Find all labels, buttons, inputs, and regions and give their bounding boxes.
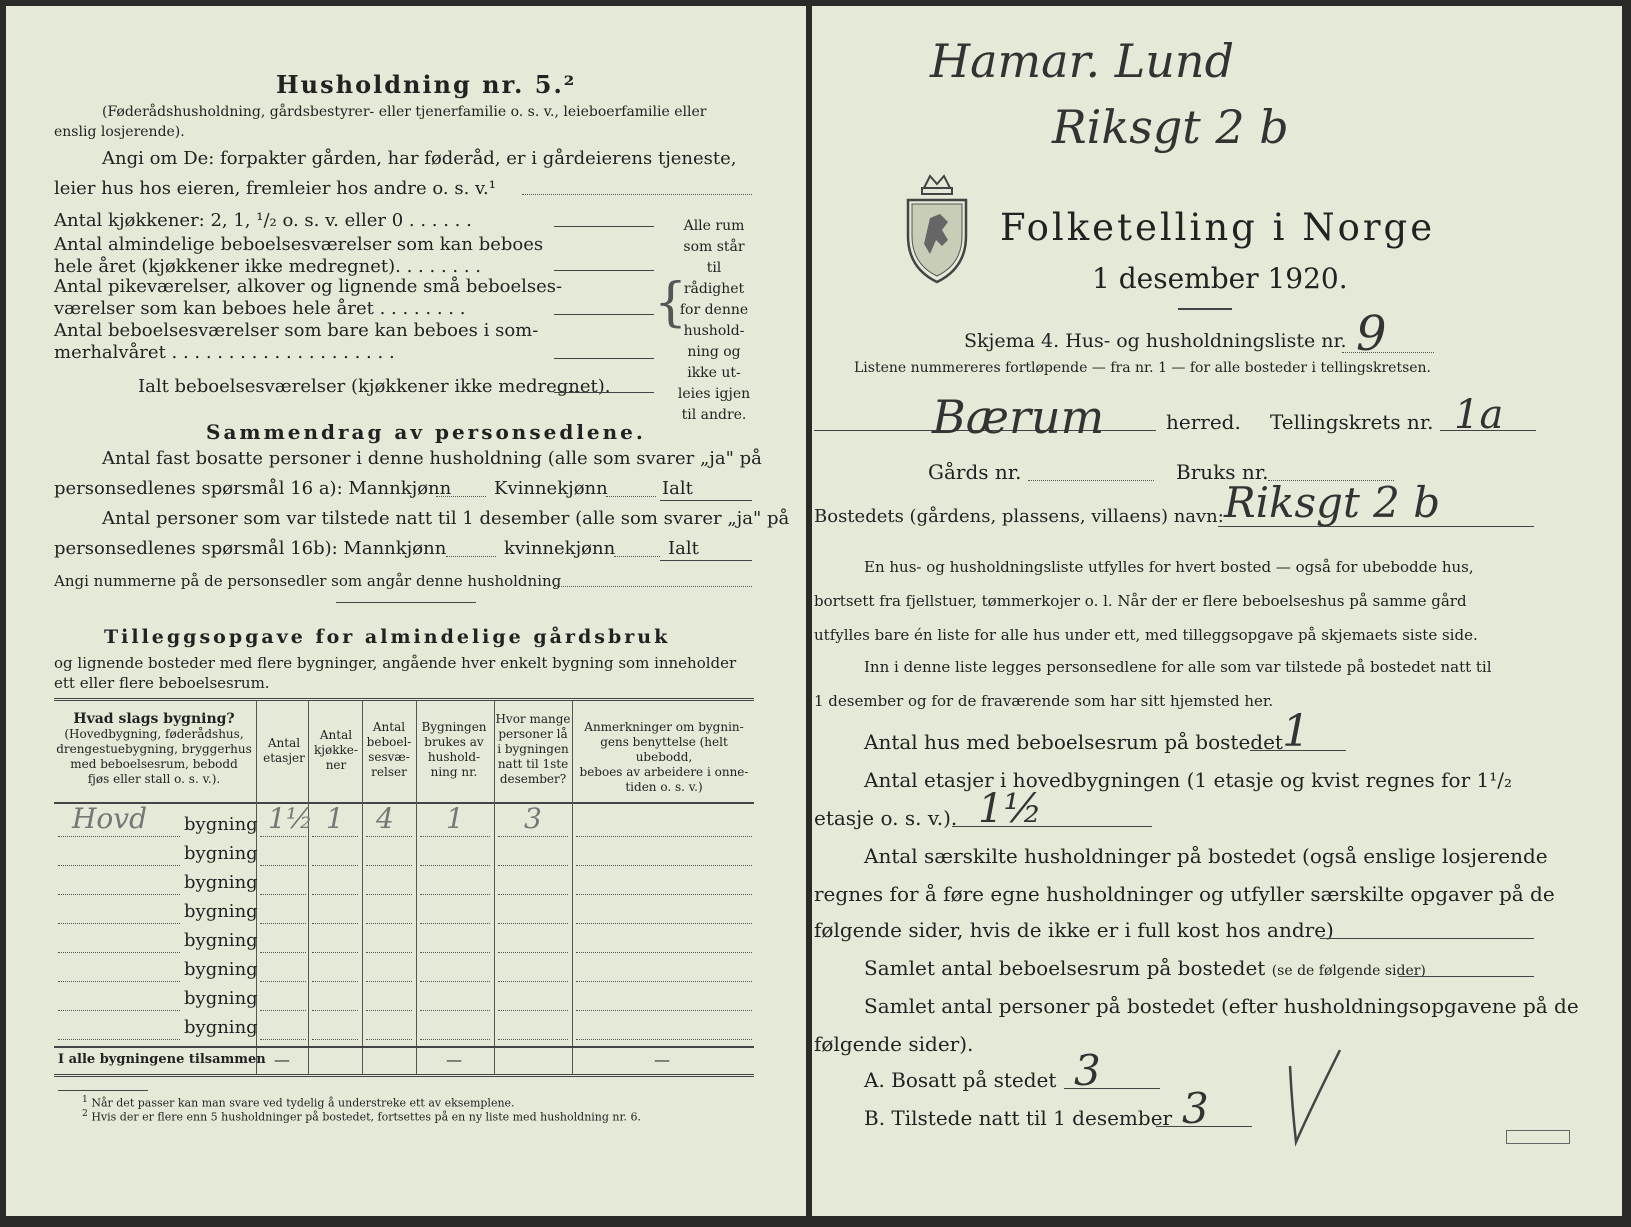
right-page [812, 6, 1622, 1216]
bygning-type-fill [58, 923, 180, 924]
header-line: som står til [683, 239, 745, 276]
s1-line-2: personsedlenes spørsmål 16 a): Mannkjønn [54, 478, 452, 499]
s2-ialt-fill [660, 560, 752, 561]
table-cell-fill [366, 1010, 412, 1011]
row1-personer-hand: 3 [524, 802, 542, 835]
footnote-2: $^2$ Hvis der er flere enn 5 husholdninger på bostedet, fortsettes på en ny liste med husholdning nr. 6. [82, 1108, 642, 1124]
table-cell-fill [260, 894, 306, 895]
s2-line-2: personsedlenes spørsmål 16b): Mannkjønn [54, 538, 447, 559]
table-cell-fill [576, 894, 752, 895]
s2-mann-fill [446, 556, 496, 557]
table-cell-fill [366, 981, 412, 982]
household-title: Husholdning nr. 5.² [276, 70, 577, 99]
angi-nummer-fill [554, 586, 752, 587]
header-line: rådighet [683, 281, 745, 297]
table-cell-fill [498, 1039, 568, 1040]
total-husholdning-dash: — [446, 1050, 462, 1069]
table-cell-fill [312, 923, 358, 924]
instruction-1: En hus- og husholdningsliste utfylles for hvert bosted — også for ubebodde hus, [864, 558, 1474, 576]
col5-header [416, 720, 492, 780]
bygning-type-fill [58, 865, 180, 866]
header-line: hushold- [683, 323, 745, 339]
sammendrag-title: Sammendrag av personsedlene. [206, 420, 646, 444]
kjokkener-label: Antal kjøkkener: 2, 1, ¹/₂ o. s. v. eller 0 . . . . . . [54, 210, 472, 231]
listene-note: Listene nummereres fortløpende — fra nr. 1 — for alle bosteder i tellingskretsen. [854, 360, 1432, 376]
header-line: Hvor mange [495, 712, 571, 726]
total-top-rule [54, 1046, 754, 1048]
kjokkener-fill [554, 226, 654, 227]
table-header-rule [54, 802, 754, 804]
sommer-fill [554, 358, 654, 359]
table-cell-fill [498, 894, 568, 895]
bygning-label: bygning [184, 872, 258, 893]
total-anmerkninger-dash: — [654, 1050, 670, 1069]
tillegg-title: Tilleggsopgave for almindelige gårdsbruk [104, 626, 671, 648]
s1-kvinne-fill [606, 496, 656, 497]
s1-kvinne: Kvinnekjønn [494, 478, 608, 499]
skjema-nr-hand: 9 [1356, 306, 1387, 362]
instruction-5: 1 desember og for de fraværende som har sitt hjemsted her. [814, 692, 1274, 710]
header-line: desember? [499, 772, 567, 786]
header-line: leies igjen [677, 386, 751, 402]
s1-ialt: Ialt [662, 478, 693, 499]
col-divider-6 [572, 700, 573, 1074]
table-cell-fill [366, 836, 412, 837]
table-cell-fill [576, 981, 752, 982]
angi-line-1: Angi om De: forpakter gården, har føderåd, er i gårdeierens tjeneste, [102, 148, 737, 169]
row1-husholdning-hand: 1 [446, 802, 464, 835]
bygning-label: bygning [184, 814, 258, 835]
s1-mann-fill [436, 496, 486, 497]
table-cell-fill [260, 865, 306, 866]
bygning-label: bygning [184, 959, 258, 980]
bygning-label: bygning [184, 1017, 258, 1038]
header-line: Bygningen [421, 720, 487, 734]
form-title: Folketelling i Norge [1000, 206, 1436, 249]
herred-hand: Bærum [932, 390, 1105, 444]
bruks-label: Bruks nr. [1176, 460, 1269, 484]
header-line: i bygningen [497, 742, 569, 756]
table-cell-fill [576, 1039, 752, 1040]
header-line: med beboelsesrum, bebodd [70, 757, 238, 771]
table-cell-fill [260, 836, 306, 837]
samlet-personer-line-2: følgende sider). [814, 1032, 974, 1056]
header-line: brukes av [424, 735, 484, 749]
tellingskrets-label: Tellingskrets nr. [1270, 410, 1434, 434]
handwritten-address-2: Riksgt 2 b [1052, 100, 1289, 154]
header-line: (Hovedbygning, føderådshus, [64, 727, 244, 741]
header-line: Alle rum [683, 218, 745, 234]
table-cell-fill [576, 923, 752, 924]
bosted-hand: Riksgt 2 b [1224, 478, 1441, 527]
header-line: Antal [267, 736, 301, 750]
bygning-type-fill [58, 952, 180, 953]
almindelige-line-2: hele året (kjøkkener ikke medregnet). . . . . . . . [54, 256, 481, 277]
etasjer-line-1: Antal etasjer i hovedbygningen (1 etasje og kvist regnes for 1¹/₂ [864, 768, 1513, 792]
almindelige-line-1: Antal almindelige beboelsesværelser som kan beboes [54, 234, 544, 255]
header-line: til andre. [681, 407, 747, 423]
s2-kvinne: kvinnekjønn [504, 538, 616, 559]
table-cell-fill [366, 923, 412, 924]
etasjer-line-2: etasje o. s. v.). [814, 806, 958, 830]
header-line: gens benyttelse (helt ubebodd, [600, 735, 728, 764]
left-page [6, 6, 806, 1216]
angi-line-2: leier hus hos eieren, fremleier hos andre o. s. v.¹ [54, 178, 496, 199]
sommer-line-2: merhalvåret . . . . . . . . . . . . . . . . . . . . [54, 342, 395, 363]
s1-line-1: Antal fast bosatte personer i denne husholdning (alle som svarer „ja" på [102, 448, 762, 469]
table-cell-fill [420, 923, 490, 924]
header-line: for denne [679, 302, 749, 318]
pike-line-2: værelser som kan beboes hele året . . . . . . . . [54, 298, 466, 319]
header-line: ikke ut- [687, 365, 741, 381]
header-line: beboel- [366, 735, 412, 749]
saerskilte-line-3: følgende sider, hvis de ikke er i full kost hos andre) [814, 918, 1334, 942]
table-cell-fill [420, 1039, 490, 1040]
row1-type-hand: Hovd [72, 802, 148, 835]
header-line: kjøkke- [314, 743, 358, 757]
samlet-rum-fill [1398, 976, 1534, 977]
table-cell-fill [312, 836, 358, 837]
ialt-label: Ialt beboelsesværelser (kjøkkener ikke medregnet). [138, 376, 611, 397]
table-bottom-rule [54, 1074, 754, 1077]
bygning-type-fill [58, 836, 180, 837]
gards-fill [1028, 480, 1154, 481]
s1-ialt-fill [660, 500, 752, 501]
samlet-rum-label: Samlet antal beboelsesrum på bostedet (se de følgende sider) [864, 956, 1426, 980]
bygning-type-fill [58, 1010, 180, 1011]
header-line: fjøs eller stall o. s. v.). [87, 772, 221, 786]
skjema-label: Skjema 4. Hus- og husholdningsliste nr. [964, 330, 1347, 352]
table-cell-fill [420, 894, 490, 895]
bygning-type-fill [58, 1039, 180, 1040]
table-cell-fill [420, 836, 490, 837]
table-cell-fill [498, 952, 568, 953]
col6-header [494, 712, 572, 787]
form-date: 1 desember 1920. [1092, 262, 1348, 295]
almindelige-fill [554, 270, 654, 271]
header-line: ner [325, 758, 347, 772]
footnote-1: $^1$ Når det passer kan man svare ved tydelig å understreke ett av eksemplene. [82, 1094, 515, 1110]
table-cell-fill [312, 1039, 358, 1040]
tilstede-hand: 3 [1182, 1084, 1209, 1133]
header-line: Anmerkninger om bygnin- [584, 720, 744, 734]
table-cell-fill [576, 836, 752, 837]
table-cell-fill [312, 1010, 358, 1011]
row1-kjokkener-hand: 1 [326, 802, 344, 835]
tellingskrets-hand: 1a [1454, 392, 1504, 438]
s2-ialt: Ialt [668, 538, 699, 559]
tillegg-line-2: ett eller flere beboelsesrum. [54, 674, 270, 692]
table-cell-fill [498, 981, 568, 982]
brace-note [674, 216, 754, 426]
col-divider-3 [362, 700, 363, 1074]
col-divider-5 [494, 700, 495, 1074]
instruction-4: Inn i denne liste legges personsedlene for alle som var tilstede på bostedet natt til [864, 658, 1492, 676]
coat-of-arms-icon [902, 174, 972, 286]
table-cell-fill [312, 981, 358, 982]
bygning-type-fill [58, 981, 180, 982]
col7-header [574, 720, 754, 795]
table-cell-fill [366, 894, 412, 895]
header-line: drengestuebygning, bryggerhus [56, 742, 252, 756]
header-line: personer lå [498, 727, 568, 741]
table-cell-fill [260, 1010, 306, 1011]
table-cell-fill [260, 923, 306, 924]
table-top-rule [54, 698, 754, 701]
hus-hand: 1 [1282, 706, 1310, 757]
pike-fill [554, 314, 654, 315]
table-cell-fill [260, 1039, 306, 1040]
table-cell-fill [498, 865, 568, 866]
header-line: ning og [687, 344, 741, 360]
instruction-2: bortsett fra fjellstuer, tømmerkojer o. l. Når der er flere beboelseshus på samme gård [814, 592, 1467, 610]
total-label: I alle bygningene tilsammen [58, 1052, 266, 1067]
table-cell-fill [420, 1010, 490, 1011]
hus-label: Antal hus med beboelsesrum på bostedet [864, 730, 1283, 754]
table-cell-fill [498, 1010, 568, 1011]
herred-label: herred. [1166, 410, 1241, 434]
col2-header [258, 736, 310, 766]
footnote-rule [58, 1090, 148, 1091]
saerskilte-line-2: regnes for å føre egne husholdninger og utfyller særskilte opgaver på de [814, 882, 1555, 906]
bygning-type-fill [58, 894, 180, 895]
table-cell-fill [420, 981, 490, 982]
table-cell-fill [576, 952, 752, 953]
angi-nummer: Angi nummerne på de personsedler som angår denne husholdning [54, 572, 562, 590]
tillegg-line-1: og lignende bosteder med flere bygninger, angående hver enkelt bygning som inneholder [54, 654, 737, 672]
bygning-label: bygning [184, 930, 258, 951]
col3-header [310, 728, 362, 773]
table-cell-fill [312, 952, 358, 953]
pike-line-1: Antal pikeværelser, alkover og lignende små beboelses- [54, 276, 563, 297]
col4-header [362, 720, 416, 780]
gards-label: Gårds nr. [928, 460, 1022, 484]
total-etasjer-dash: — [274, 1050, 290, 1069]
table-cell-fill [366, 865, 412, 866]
header-line: ning nr. [430, 765, 478, 779]
handwritten-address-1: Hamar. Lund [930, 34, 1235, 88]
table-cell-fill [366, 1039, 412, 1040]
header-line: beboes av arbeidere i onne- [579, 765, 749, 779]
household-subtitle-2: enslig losjerende). [54, 124, 185, 140]
household-subtitle-1: (Føderådshusholdning, gårdsbestyrer- eller tjenerfamilie o. s. v., leieboerfamilie eller [102, 104, 707, 120]
row1-etasjer-hand: 1½ [268, 802, 313, 835]
table-cell-fill [498, 836, 568, 837]
tilstede-label: B. Tilstede natt til 1 desember [864, 1106, 1173, 1130]
header-line: Antal [319, 728, 353, 742]
table-cell-fill [260, 952, 306, 953]
header-line: sesvæ- [368, 750, 410, 764]
checkmark-icon [1282, 1046, 1352, 1156]
table-cell-fill [366, 952, 412, 953]
saerskilte-line-1: Antal særskilte husholdninger på bostedet (også enslige losjerende [864, 844, 1548, 868]
table-cell-fill [312, 865, 358, 866]
header-line: relser [371, 765, 407, 779]
ialt-fill [554, 392, 654, 393]
table-cell-fill [498, 923, 568, 924]
section-divider [336, 602, 476, 603]
s2-line-1: Antal personer som var tilstede natt til 1 desember (alle som svarer „ja" på [102, 508, 790, 529]
saerskilte-fill [1320, 938, 1534, 939]
angi-fill-line [522, 194, 752, 195]
table-cell-fill [312, 894, 358, 895]
instruction-3: utfylles bare én liste for alle hus under ett, med tilleggsopgave på skjemaets siste side. [814, 626, 1478, 644]
bosted-label: Bostedets (gårdens, plassens, villaens) navn: [814, 506, 1224, 527]
col-divider-2 [308, 700, 309, 1074]
s2-kvinne-fill [614, 556, 660, 557]
printer-stamp-icon [1506, 1130, 1570, 1144]
bygning-label: bygning [184, 988, 258, 1009]
table-cell-fill [420, 865, 490, 866]
header-line: hushold- [427, 750, 481, 764]
samlet-personer-line-1: Samlet antal personer på bostedet (efter husholdningsopgavene på de [864, 994, 1579, 1018]
header-line: natt til 1ste [497, 757, 569, 771]
bosatt-label: A. Bosatt på stedet [864, 1068, 1057, 1092]
table-cell-fill [420, 952, 490, 953]
table-cell-fill [260, 981, 306, 982]
header-line: Antal [372, 720, 406, 734]
table-cell-fill [576, 1010, 752, 1011]
etasjer-hand: 1½ [978, 786, 1043, 832]
col1-header: Hvad slags bygning? (Hovedbygning, føderådshus, drengestuebygning, bryggerhus med beboelsesrum, bebodd fjøs eller stall o. s. v.). [54, 712, 254, 787]
title-divider [1178, 308, 1232, 310]
row1-vaerelser-hand: 4 [376, 802, 394, 835]
col-divider-4 [416, 700, 417, 1074]
bosatt-hand: 3 [1074, 1046, 1101, 1095]
bygning-label: bygning [184, 901, 258, 922]
table-cell-fill [576, 865, 752, 866]
brace: { [654, 273, 688, 333]
header-line: tiden o. s. v.) [625, 780, 703, 794]
sommer-line-1: Antal beboelsesværelser som bare kan beboes i som- [54, 320, 539, 341]
bygning-label: bygning [184, 843, 258, 864]
header-line: etasjer [263, 751, 305, 765]
